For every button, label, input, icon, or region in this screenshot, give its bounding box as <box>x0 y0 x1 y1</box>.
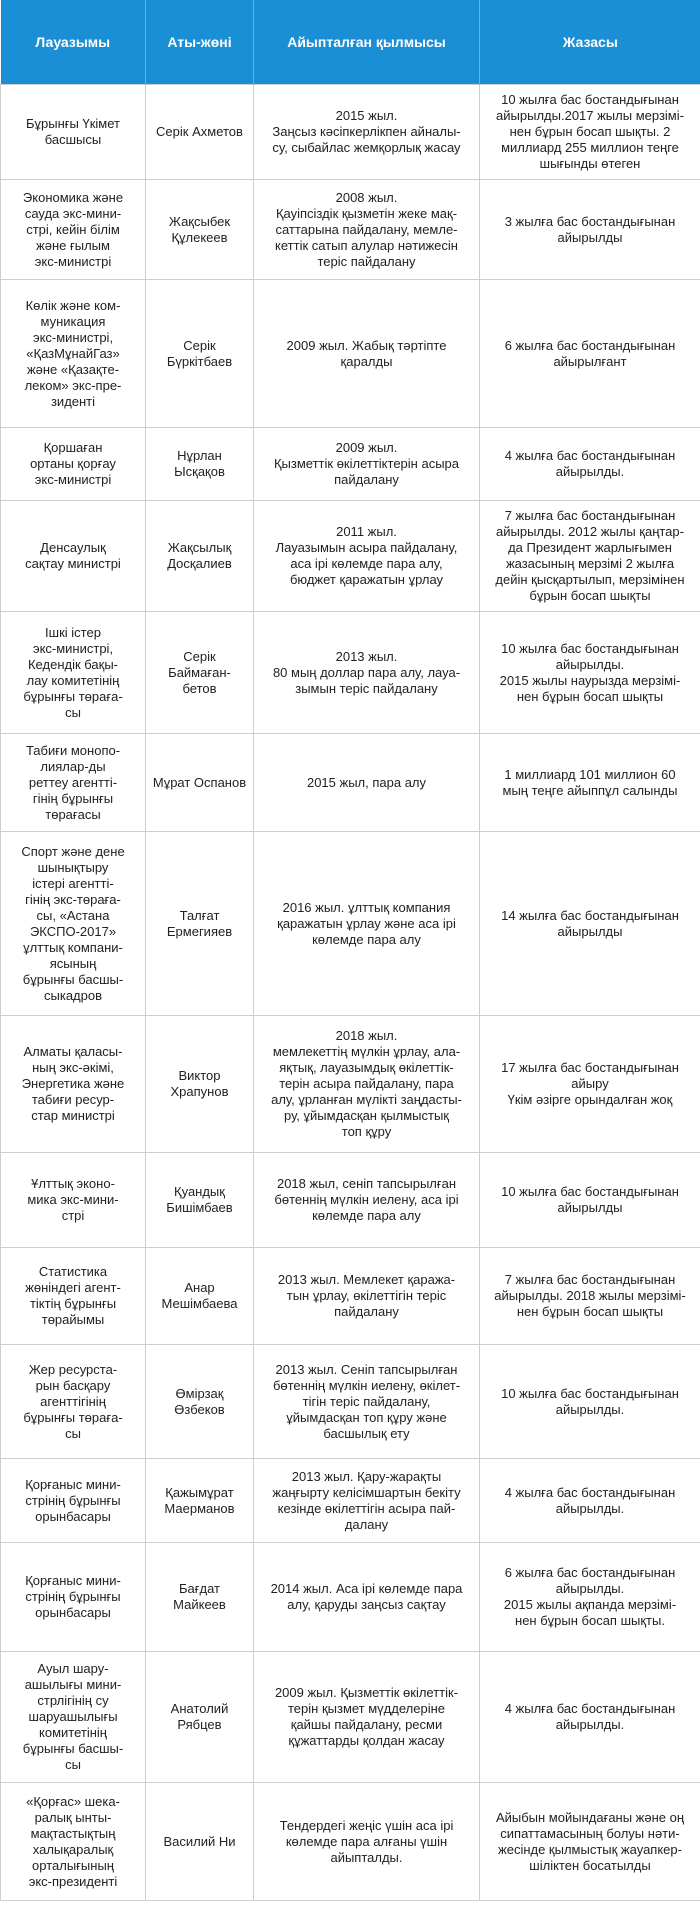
table-row <box>1 280 700 428</box>
cell-position: Бұрынғы Үкімет басшысы <box>1 85 146 180</box>
table-row <box>1 501 700 612</box>
cell-sentence: 10 жылға бас бостандығынан айырылды. <box>480 1345 700 1459</box>
header-crime: Айыпталған қылмысы <box>254 0 480 85</box>
cell-sentence: 10 жылға бас бостандығынан айырылды. 2015 жылы наурызда мерзімі- нен бұрын босап шықты <box>480 612 700 734</box>
cell-position: Қорғаныс мини- стрінің бұрынғы орынбасары <box>1 1543 146 1652</box>
cell-position: Ұлттық эконо- мика экс-мини- стрі <box>1 1153 146 1248</box>
cell-crime: 2011 жыл. Лауазымын асыра пайдалану, аса ірі көлемде пара алу, бюджет қаражатын ұрлау <box>254 501 480 612</box>
cell-name: Серік Ахметов <box>146 85 254 180</box>
table-body <box>1 85 700 1901</box>
cell-name: Өмірзақ Өзбеков <box>146 1345 254 1459</box>
cell-crime: 2014 жыл. Аса ірі көлемде пара алу, қаруды заңсыз сақтау <box>254 1543 480 1652</box>
table-row <box>1 1345 700 1459</box>
header-name: Аты-жөні <box>146 0 254 85</box>
table-row <box>1 85 700 180</box>
cell-name: Василий Ни <box>146 1783 254 1901</box>
cell-name: Талғат Ермегияев <box>146 832 254 1016</box>
cell-sentence: 4 жылға бас бостандығынан айырылды. <box>480 1652 700 1783</box>
cell-sentence: 10 жылға бас бостандығынан айырылды <box>480 1153 700 1248</box>
table-row <box>1 1248 700 1345</box>
header-sentence: Жазасы <box>480 0 700 85</box>
cell-sentence: Айыбын мойындағаны және оң сипаттамасының болуы нәти- жесінде қылмыстық жауапкер- шіліктен босатылды <box>480 1783 700 1901</box>
table-row <box>1 180 700 280</box>
cell-position: Көлік және ком- муникация экс-министрі, «ҚазМұнайГаз» және «Қазақте- леком» экс-пре- зиденті <box>1 280 146 428</box>
cell-crime: Тендердегі жеңіс үшін аса ірі көлемде пара алғаны үшін айыпталды. <box>254 1783 480 1901</box>
cell-sentence: 14 жылға бас бостандығынан айырылды <box>480 832 700 1016</box>
cell-sentence: 17 жылға бас бостандығынан айыру Үкім әзірге орындалған жоқ <box>480 1016 700 1153</box>
cell-crime: 2018 жыл. мемлекеттің мүлкін ұрлау, ала- яқтық, лауазымдық өкілеттік- терін асыра пайдалану, пара алу, ұрланған мүлікті заңдасты- ру, ұйымдасқан қылмыстық топ құру <box>254 1016 480 1153</box>
cell-position: Ішкі істер экс-министрі, Кедендік бақы- лау комитетінің бұрынғы төраға- сы <box>1 612 146 734</box>
cell-sentence: 3 жылға бас бостандығынан айырылды <box>480 180 700 280</box>
table-row <box>1 428 700 501</box>
cell-crime: 2013 жыл. 80 мың доллар пара алу, лауа- зымын теріс пайдалану <box>254 612 480 734</box>
table-row <box>1 734 700 832</box>
table-header-row <box>1 0 700 85</box>
cell-position: Алматы қаласы- ның экс-әкімі, Энергетика және табиғи ресур- стар министрі <box>1 1016 146 1153</box>
table-row <box>1 1543 700 1652</box>
cell-position: Табиғи монопо- лиялар-ды реттеу агентті- гінің бұрынғы төрағасы <box>1 734 146 832</box>
cell-crime: 2018 жыл, сеніп тапсырылған бөтеннің мүлкін иелену, аса ірі көлемде пара алу <box>254 1153 480 1248</box>
cell-crime: 2015 жыл, пара алу <box>254 734 480 832</box>
cell-sentence: 7 жылға бас бостандығынан айырылды. 2018 жылы мерзімі- нен бұрын босап шықты <box>480 1248 700 1345</box>
cell-position: Денсаулық сақтау министрі <box>1 501 146 612</box>
table-row <box>1 1153 700 1248</box>
cell-position: Спорт және дене шынықтыру істері агентті- гінің экс-төраға- сы, «Астана ЭКСПО-2017» ұлттық компани- ясының бұрынғы басшы- сыкадров <box>1 832 146 1016</box>
cell-crime: 2015 жыл. Заңсыз кәсіпкерлікпен айналы- су, сыбайлас жемқорлық жасау <box>254 85 480 180</box>
table-row <box>1 1783 700 1901</box>
cell-name: Қажымұрат Маерманов <box>146 1459 254 1543</box>
cell-name: Серік Баймаған-бетов <box>146 612 254 734</box>
cell-name: Виктор Храпунов <box>146 1016 254 1153</box>
cell-position: «Қорғас» шека- ралық ынты- мақтастықтың халықаралық орталығының экс-президенті <box>1 1783 146 1901</box>
cell-name: Қуандық Бишімбаев <box>146 1153 254 1248</box>
cell-name: Анар Мешімбаева <box>146 1248 254 1345</box>
cell-sentence: 6 жылға бас бостандығынан айырылғант <box>480 280 700 428</box>
cell-name: Бағдат Майкеев <box>146 1543 254 1652</box>
cell-sentence: 10 жылға бас бостандығынан айырылды.2017 жылы мерзімі- нен бұрын босап шықты. 2 миллиард 255 миллион теңге шығынды өтеген <box>480 85 700 180</box>
table-row <box>1 1652 700 1783</box>
cell-sentence: 7 жылға бас бостандығынан айырылды. 2012 жылы қаңтар- да Президент жарлығымен жазасының мерзімі 2 жылға дейін қысқартылып, мерзімінен бұрын босап шықты <box>480 501 700 612</box>
cell-crime: 2008 жыл. Қауіпсіздік қызметін жеке мақ- саттарына пайдалану, мемле- кеттік сатып алулар нәтижесін теріс пайдалану <box>254 180 480 280</box>
table-row <box>1 1016 700 1153</box>
table-row <box>1 1459 700 1543</box>
cell-position: Қоршаған ортаны қорғау экс-министрі <box>1 428 146 501</box>
cell-position: Қорғаныс мини- стрінің бұрынғы орынбасары <box>1 1459 146 1543</box>
cell-crime: 2013 жыл. Қару-жарақты жаңғырту келісімшартын бекіту кезінде өкілеттігін асыра пай- далану <box>254 1459 480 1543</box>
cell-name: Серік Бүркітбаев <box>146 280 254 428</box>
cell-name: Жақсыбек Құлекеев <box>146 180 254 280</box>
cell-sentence: 4 жылға бас бостандығынан айырылды. <box>480 428 700 501</box>
cell-crime: 2009 жыл. Қызметтік өкілеттіктерін асыра пайдалану <box>254 428 480 501</box>
cell-crime: 2013 жыл. Мемлекет қаража- тын ұрлау, өкілеттігін теріс пайдалану <box>254 1248 480 1345</box>
cell-name: Нұрлан Ысқақов <box>146 428 254 501</box>
cell-name: Жақсылық Досқалиев <box>146 501 254 612</box>
cell-crime: 2016 жыл. ұлттық компания қаражатын ұрлау және аса ірі көлемде пара алу <box>254 832 480 1016</box>
table-row <box>1 612 700 734</box>
cell-sentence: 6 жылға бас бостандығынан айырылды. 2015 жылы ақпанда мерзімі- нен бұрын босап шықты. <box>480 1543 700 1652</box>
cell-position: Экономика және сауда экс-мини- стрі, кейін білім және ғылым экс-министрі <box>1 180 146 280</box>
cell-sentence: 1 миллиард 101 миллион 60 мың теңге айыппұл салынды <box>480 734 700 832</box>
header-position: Лауазымы <box>1 0 146 85</box>
cell-sentence: 4 жылға бас бостандығынан айырылды. <box>480 1459 700 1543</box>
cell-name: Мұрат Оспанов <box>146 734 254 832</box>
table-row <box>1 832 700 1016</box>
cell-position: Статистика жөніндегі агент- тіктің бұрынғы төрайымы <box>1 1248 146 1345</box>
cell-crime: 2013 жыл. Сеніп тапсырылған бөтеннің мүлкін иелену, өкілет- тігін теріс пайдалану, ұйымдасқан топ құру және басшылық ету <box>254 1345 480 1459</box>
cell-crime: 2009 жыл. Қызметтік өкілеттік- терін қызмет мүдделеріне қайшы пайдалану, ресми құжаттарды қолдан жасау <box>254 1652 480 1783</box>
cell-position: Ауыл шару- ашылығы мини- стрлігінің су шаруашылығы комитетінің бұрынғы басшы- сы <box>1 1652 146 1783</box>
cell-name: Анатолий Рябцев <box>146 1652 254 1783</box>
cell-position: Жер ресурста- рын басқару агенттігінің бұрынғы төраға- сы <box>1 1345 146 1459</box>
cell-crime: 2009 жыл. Жабық тәртіпте қаралды <box>254 280 480 428</box>
